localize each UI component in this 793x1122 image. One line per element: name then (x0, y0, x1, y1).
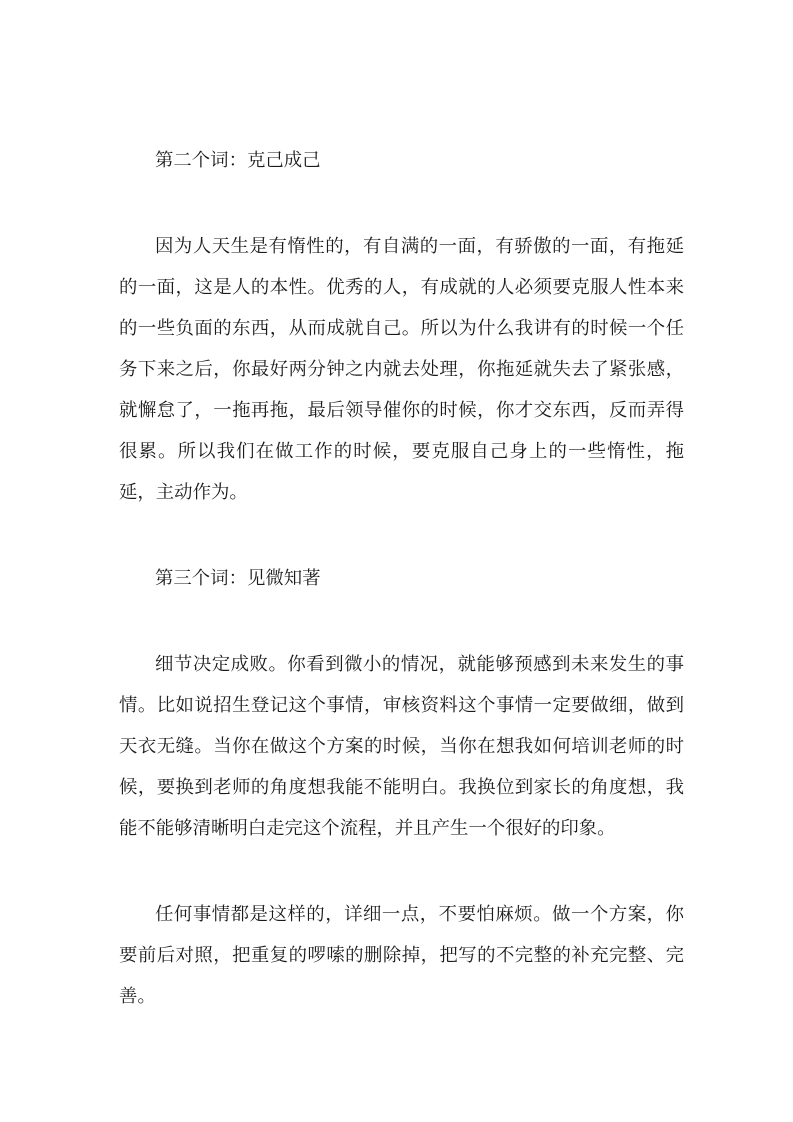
spacer (119, 181, 684, 226)
paragraph-thoroughness: 任何事情都是这样的，详细一点，不要怕麻烦。做一个方案，你要前后对照，把重复的啰嗦的删除掉，把写的不完整的补充完整、完善。 (119, 904, 684, 1007)
paragraph-self-discipline: 因为人天生是有惰性的，有自满的一面，有骄傲的一面，有拖延的一面，这是人的本性。优秀的人，有成就的人必须要克服人性本来的一些负面的东西，从而成就自己。所以为什么我讲有的时候一个任务下来之后，你最好两分钟之内就去处理，你拖延就失去了紧张感，就懈怠了，一拖再拖，最后领导催你的时候，你才交东西，反而弄得很累。所以我们在做工作的时候，要克服自己身上的一些惰性，拖延，主动作为。 (119, 236, 684, 503)
document-page (119, 140, 684, 1017)
section-heading-3: 第三个词：见微知著 (155, 568, 321, 589)
paragraph-details: 细节决定成败。你看到微小的情况，就能够预感到未来发生的事情。比如说招生登记这个事情，审核资料这个事情一定要做细，做到天衣无缝。当你在做这个方案的时候，当你在想我如何培训老师的时候，要换到老师的角度想我能不能明白。我换位到家长的角度想，我能不能够清晰明白走完这个流程，并且产生一个很好的印象。 (119, 654, 684, 839)
section-heading-2: 第二个词：克己成己 (155, 150, 321, 171)
spacer (119, 599, 684, 644)
spacer (119, 513, 684, 558)
spacer (119, 849, 684, 894)
